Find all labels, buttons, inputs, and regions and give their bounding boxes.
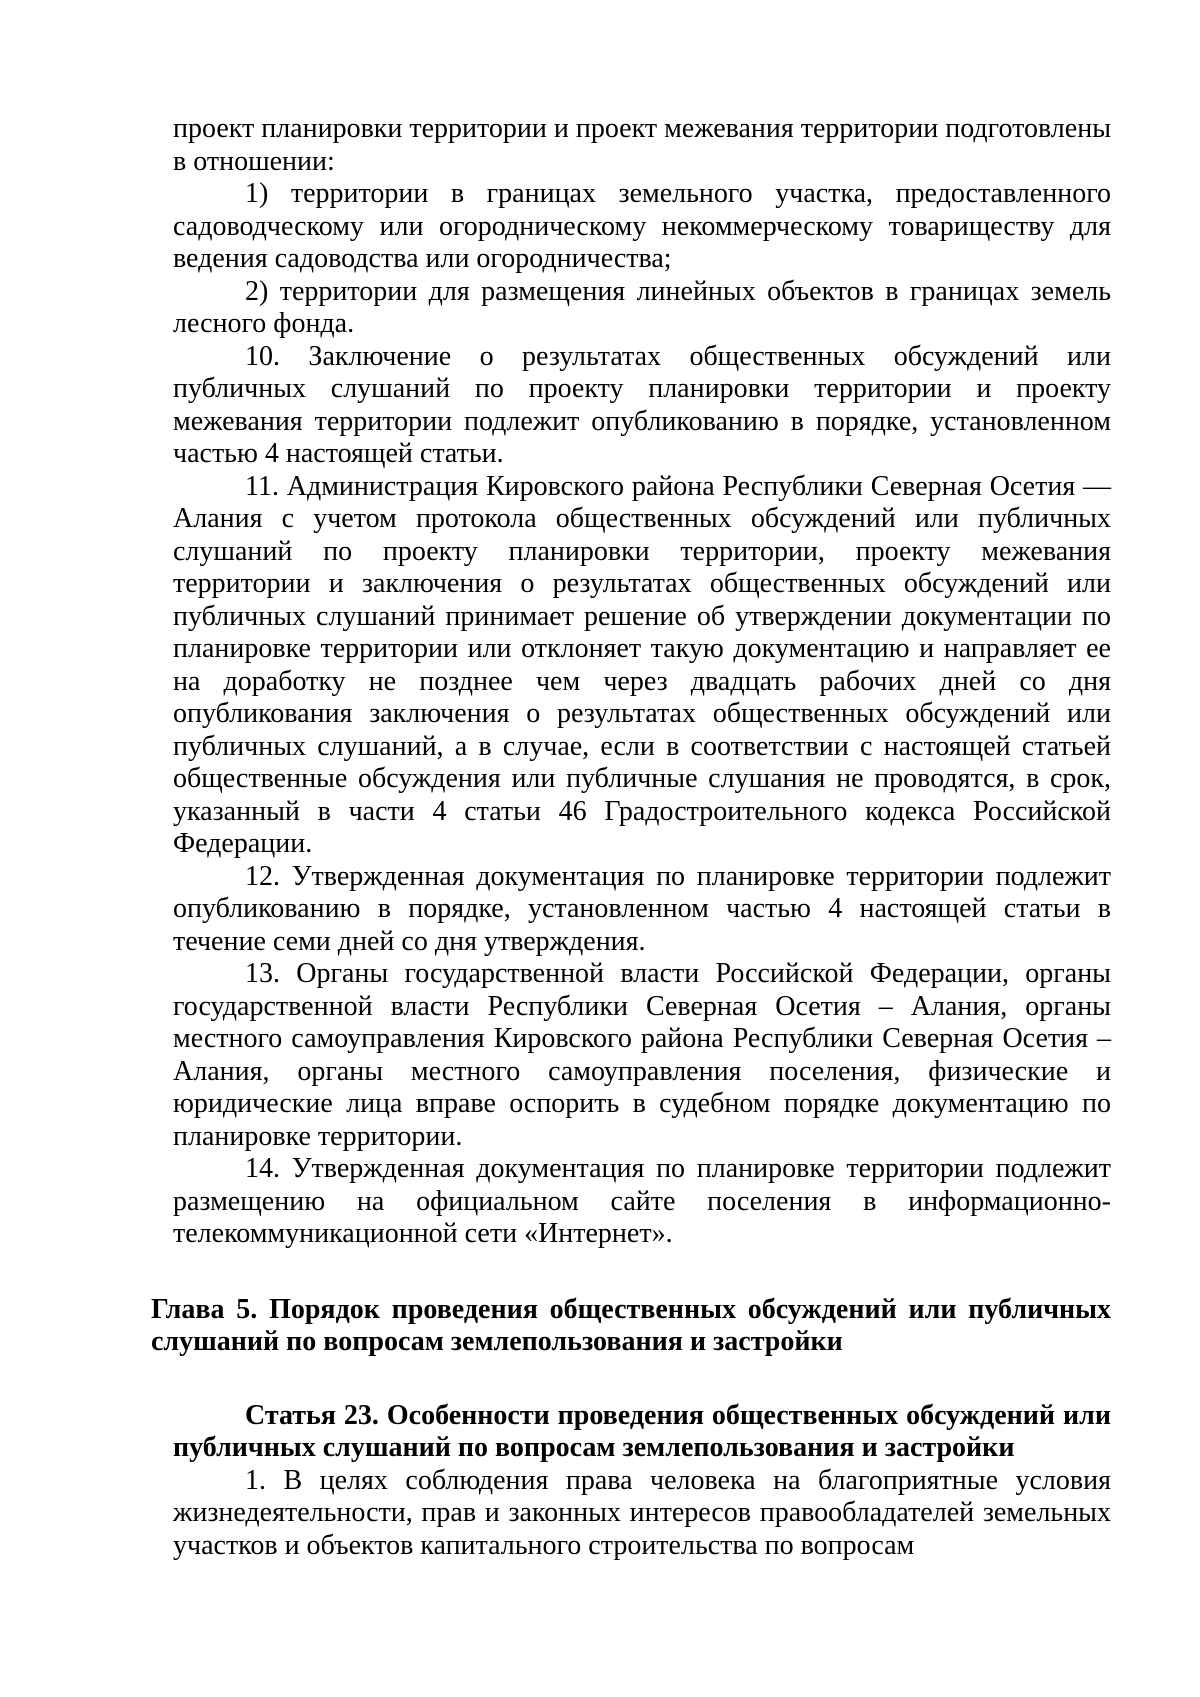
clause-14: 14. Утвержденная документация по планировке территории подлежит размещению на официальном сайте поселения в информационно-телекоммуникационной сети «Интернет». xyxy=(173,1153,1111,1249)
chapter-heading: Глава 5. Порядок проведения общественных обсуждений или публичных слушаний по вопросам землепользования и застройки xyxy=(151,1293,1111,1357)
clause-11: 11. Администрация Кировского района Республики Северная Осетия — Алания с учетом протокола общественных обсуждений или публичных слушаний по проекту планировки территории, проекту межевания территории и заключения о результатах общественных обсуждений или публичных слушаний принимает решение об утверждении документации по планировке территории или отклоняет такую документацию и направляет ее на доработку не позднее чем через двадцать рабочих дней со дня опубликования заключения о результатах общественных обсуждений или публичных слушаний, а в случае, если в соответствии с настоящей статьей общественные обсуждения или публичные слушания не проводятся, в срок, указанный в части 4 статьи 46 Градостроительного кодекса Российской Федерации. xyxy=(173,470,1111,859)
paragraph-continuation: проект планировки территории и проект межевания территории подготовлены в отношении: xyxy=(173,113,1111,177)
clause-12: 12. Утвержденная документация по планировке территории подлежит опубликованию в порядке, установленном частью 4 настоящей статьи в течение семи дней со дня утверждения. xyxy=(173,860,1111,957)
article-clause-1: 1. В целях соблюдения права человека на благоприятные условия жизнедеятельности, прав и законных интересов правообладателей земельных участков и объектов капитального строительства по вопросам xyxy=(173,1464,1111,1561)
list-item-2: 2) территории для размещения линейных объектов в границах земель лесного фонда. xyxy=(173,275,1111,339)
clause-10: 10. Заключение о результатах общественных обсуждений или публичных слушаний по проекту планировки территории и проекту межевания территории подлежит опубликованию в порядке, установленном частью 4 настоящей статьи. xyxy=(173,340,1111,469)
list-item-1: 1) территории в границах земельного участка, предоставленного садоводческому или огородническому некоммерческому товариществу для ведения садоводства или огородничества; xyxy=(173,178,1111,274)
document-body xyxy=(151,113,1111,1562)
clause-13: 13. Органы государственной власти Российской Федерации, органы государственной власти Республики Северная Осетия – Алания, органы местного самоуправления Кировского района Республики Северная Осетия – Алания, органы местного самоуправления поселения, физические и юридические лица вправе оспорить в судебном порядке документацию по планировке территории. xyxy=(173,958,1111,1152)
article-heading: Статья 23. Особенности проведения общественных обсуждений или публичных слушаний по вопросам землепользования и застройки xyxy=(173,1399,1111,1463)
